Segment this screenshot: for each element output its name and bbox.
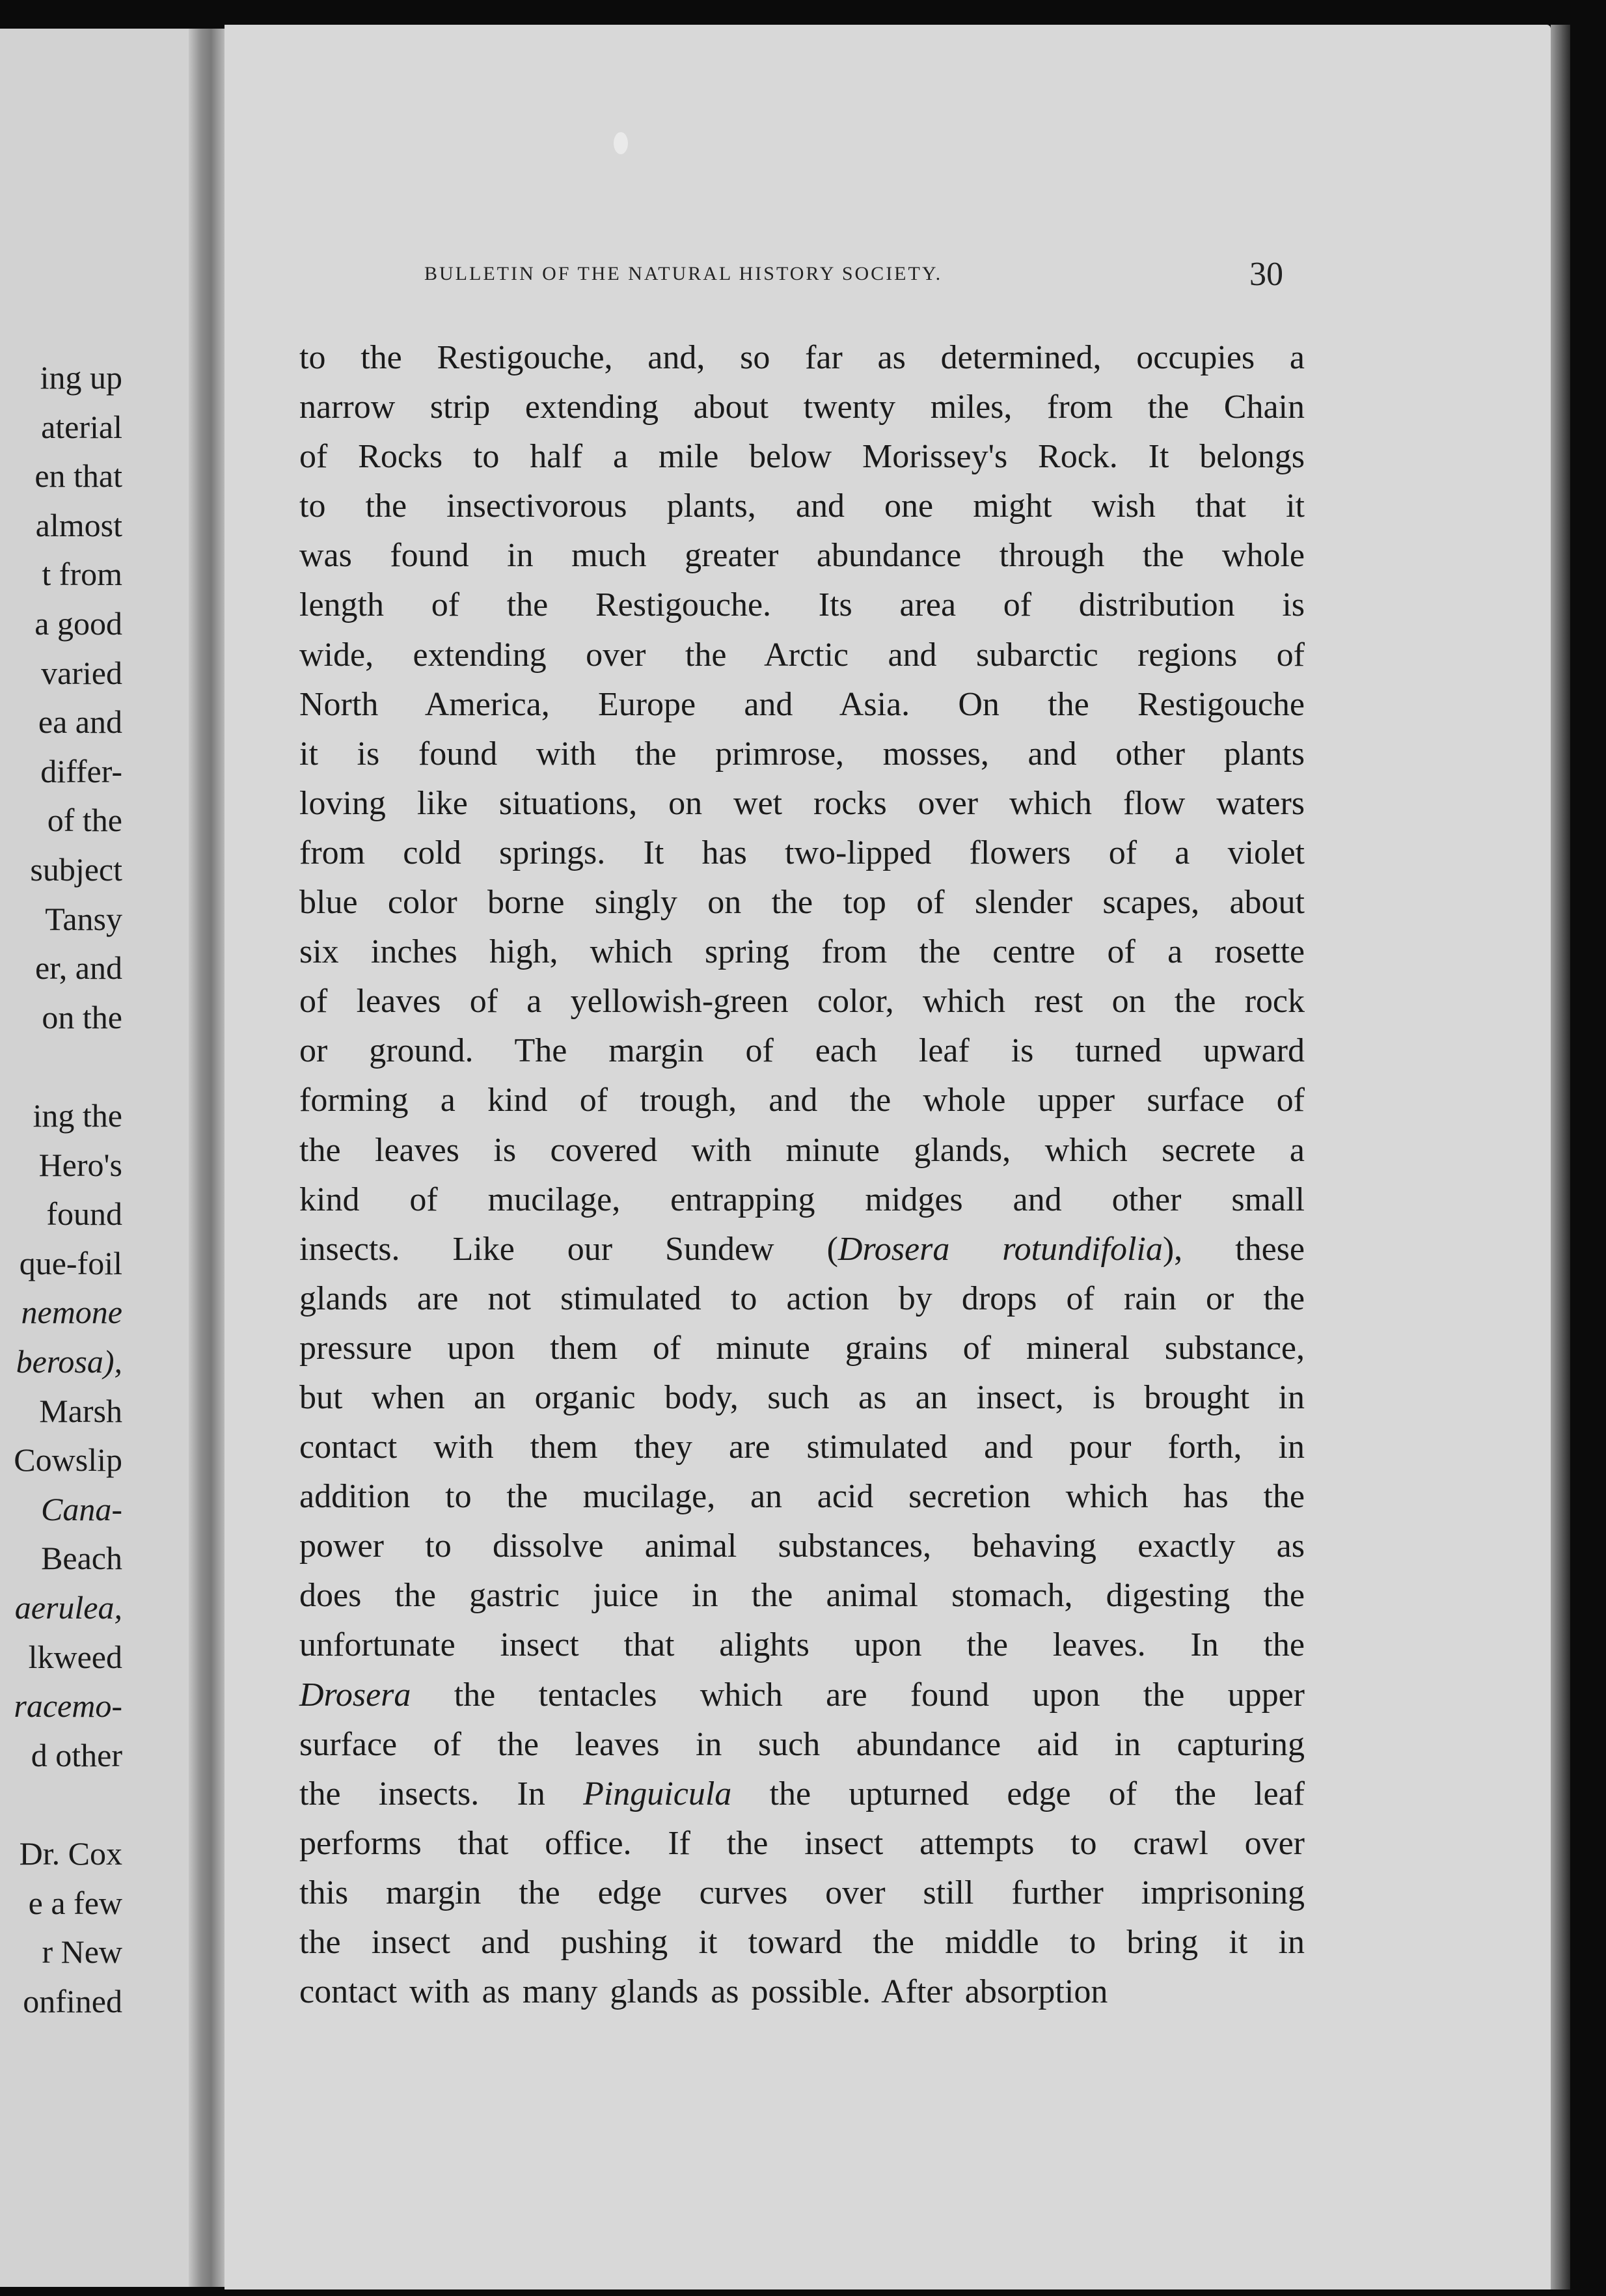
left-page-line: of the bbox=[47, 802, 122, 839]
text-run: was found in much greater abundance through the whole bbox=[299, 537, 1305, 575]
left-page-line: found bbox=[46, 1196, 122, 1233]
body-line bbox=[299, 1571, 1305, 1620]
left-page-line: nemone bbox=[21, 1294, 122, 1331]
body-line bbox=[299, 1324, 1305, 1373]
text-run: forming a kind of trough, and the whole upper surface of bbox=[299, 1082, 1305, 1119]
left-page-line: subject bbox=[30, 851, 122, 888]
left-page-line: on the bbox=[42, 998, 122, 1035]
body-line bbox=[299, 1126, 1305, 1175]
body-line bbox=[299, 1522, 1305, 1571]
text-run: the upturned edge of the leaf bbox=[731, 1775, 1305, 1812]
text-run: does the gastric juice in the animal stomach, digesting the bbox=[299, 1577, 1305, 1615]
italic-term: Pinguicula bbox=[583, 1775, 732, 1812]
left-page-line: Cowslip bbox=[14, 1442, 122, 1479]
left-page-line: aerulea, bbox=[14, 1589, 122, 1626]
body-line bbox=[299, 1819, 1305, 1868]
text-run: ), these bbox=[1162, 1230, 1305, 1268]
left-page-line: lkweed bbox=[28, 1638, 122, 1675]
page-number: 30 bbox=[1249, 256, 1283, 293]
left-page-line: ing the bbox=[33, 1097, 122, 1134]
italic-term: Drosera bbox=[299, 1676, 411, 1714]
body-line bbox=[299, 1026, 1305, 1076]
left-page-line: t from bbox=[42, 556, 122, 593]
body-text bbox=[299, 333, 1305, 2017]
text-run: addition to the mucilage, an acid secretion which has the bbox=[299, 1478, 1305, 1516]
body-line bbox=[299, 828, 1305, 878]
text-run: contact with as many glands as possible. After absorption bbox=[299, 1973, 1108, 2011]
body-line bbox=[299, 333, 1305, 383]
text-run: insects. Like our Sundew ( bbox=[299, 1230, 838, 1268]
left-page-line: Beach bbox=[41, 1540, 122, 1577]
left-page-line: Dr. Cox bbox=[19, 1835, 122, 1872]
text-run: it is found with the primrose, mosses, and other plants bbox=[299, 735, 1305, 772]
text-run: the tentacles which are found upon the upper bbox=[411, 1676, 1305, 1714]
text-run: this margin the edge curves over still further imprisoning bbox=[299, 1874, 1305, 1911]
body-line bbox=[299, 1423, 1305, 1472]
body-line bbox=[299, 878, 1305, 927]
body-line bbox=[299, 1620, 1305, 1670]
text-run: glands are not stimulated to action by drops of rain or the bbox=[299, 1279, 1305, 1317]
text-run: of leaves of a yellowish-green color, which rest on the rock bbox=[299, 983, 1305, 1020]
text-run: of Rocks to half a mile below Morissey's Rock. It belongs bbox=[299, 438, 1305, 476]
text-run: loving like situations, on wet rocks over which flow waters bbox=[299, 784, 1305, 822]
body-line bbox=[299, 1671, 1305, 1720]
left-page-line: r New bbox=[42, 1934, 122, 1971]
text-run: unfortunate insect that alights upon the leaves. In the bbox=[299, 1626, 1305, 1664]
body-line bbox=[299, 779, 1305, 828]
body-line bbox=[299, 1868, 1305, 1918]
left-page-line: aterial bbox=[41, 408, 122, 445]
body-line bbox=[299, 631, 1305, 680]
body-line bbox=[299, 1175, 1305, 1225]
text-run: wide, extending over the Arctic and subarctic regions of bbox=[299, 636, 1305, 674]
text-run: from cold springs. It has two-lipped flowers of a violet bbox=[299, 834, 1305, 871]
text-run: power to dissolve animal substances, behaving exactly as bbox=[299, 1527, 1305, 1565]
left-page-line: berosa), bbox=[16, 1343, 122, 1380]
text-run: contact with them they are stimulated and pour forth, in bbox=[299, 1428, 1305, 1466]
body-line bbox=[299, 680, 1305, 730]
body-line bbox=[299, 383, 1305, 432]
body-line bbox=[299, 581, 1305, 630]
text-run: performs that office. If the insect attempts to crawl over bbox=[299, 1824, 1305, 1862]
body-line bbox=[299, 927, 1305, 977]
left-page-line: onfined bbox=[23, 1982, 122, 2019]
text-run: narrow strip extending about twenty miles, from the Chain bbox=[299, 389, 1305, 426]
paper-speck bbox=[614, 132, 628, 154]
left-page-line: que-foil bbox=[19, 1244, 122, 1281]
text-run: or ground. The margin of each leaf is turned upward bbox=[299, 1032, 1305, 1070]
text-run: pressure upon them of minute grains of mineral substance, bbox=[299, 1329, 1305, 1367]
left-page-line: Tansy bbox=[45, 900, 122, 937]
text-run: surface of the leaves in such abundance aid in capturing bbox=[299, 1725, 1305, 1763]
text-run: length of the Restigouche. Its area of distribution is bbox=[299, 586, 1305, 624]
text-run: to the Restigouche, and, so far as determined, occupies a bbox=[299, 339, 1305, 376]
body-line bbox=[299, 432, 1305, 482]
body-line bbox=[299, 730, 1305, 779]
body-line bbox=[299, 1770, 1305, 1819]
left-page-line: Cana- bbox=[41, 1490, 122, 1527]
left-page-line: d other bbox=[31, 1736, 122, 1773]
body-line bbox=[299, 482, 1305, 531]
left-page-line: almost bbox=[35, 506, 122, 543]
left-page-line: differ- bbox=[40, 752, 122, 789]
left-page-line: Hero's bbox=[38, 1146, 122, 1183]
body-line bbox=[299, 1373, 1305, 1423]
left-page-line: ea and bbox=[38, 704, 122, 741]
body-line bbox=[299, 1274, 1305, 1324]
text-run: to the insectivorous plants, and one might wish that it bbox=[299, 487, 1305, 525]
left-page-line: varied bbox=[41, 654, 122, 691]
body-line bbox=[299, 1967, 1305, 2017]
text-run: six inches high, which spring from the centre of a rosette bbox=[299, 933, 1305, 971]
text-run: kind of mucilage, entrapping midges and other small bbox=[299, 1181, 1305, 1218]
body-line bbox=[299, 977, 1305, 1026]
italic-term: Drosera rotundifolia bbox=[837, 1230, 1163, 1268]
body-line bbox=[299, 1918, 1305, 1967]
page-edge-shadow bbox=[1551, 25, 1570, 2289]
left-page-line: er, and bbox=[34, 950, 122, 987]
text-run: the insect and pushing it toward the middle to bring it in bbox=[299, 1924, 1305, 1961]
body-line bbox=[299, 1076, 1305, 1125]
left-page-line: e a few bbox=[28, 1884, 122, 1921]
body-line bbox=[299, 1472, 1305, 1522]
body-line bbox=[299, 1225, 1305, 1274]
left-page-line: a good bbox=[34, 605, 122, 642]
running-head: BULLETIN OF THE NATURAL HISTORY SOCIETY. bbox=[424, 263, 943, 284]
left-page-line: ing up bbox=[40, 359, 122, 396]
text-run: North America, Europe and Asia. On the Restigouche bbox=[299, 685, 1305, 723]
text-run: blue color borne singly on the top of slender scapes, about bbox=[299, 884, 1305, 922]
left-page-line: en that bbox=[34, 458, 122, 495]
text-run: the leaves is covered with minute glands, which secrete a bbox=[299, 1131, 1305, 1169]
page-gutter bbox=[189, 29, 229, 2287]
left-page-fragment bbox=[0, 29, 195, 2287]
left-page-line: Marsh bbox=[39, 1392, 122, 1429]
left-page-line: racemo- bbox=[14, 1688, 122, 1725]
body-line bbox=[299, 1720, 1305, 1770]
text-run: the insects. In bbox=[299, 1775, 584, 1812]
text-run: but when an organic body, such as an insect, is brought in bbox=[299, 1378, 1305, 1416]
body-line bbox=[299, 531, 1305, 581]
